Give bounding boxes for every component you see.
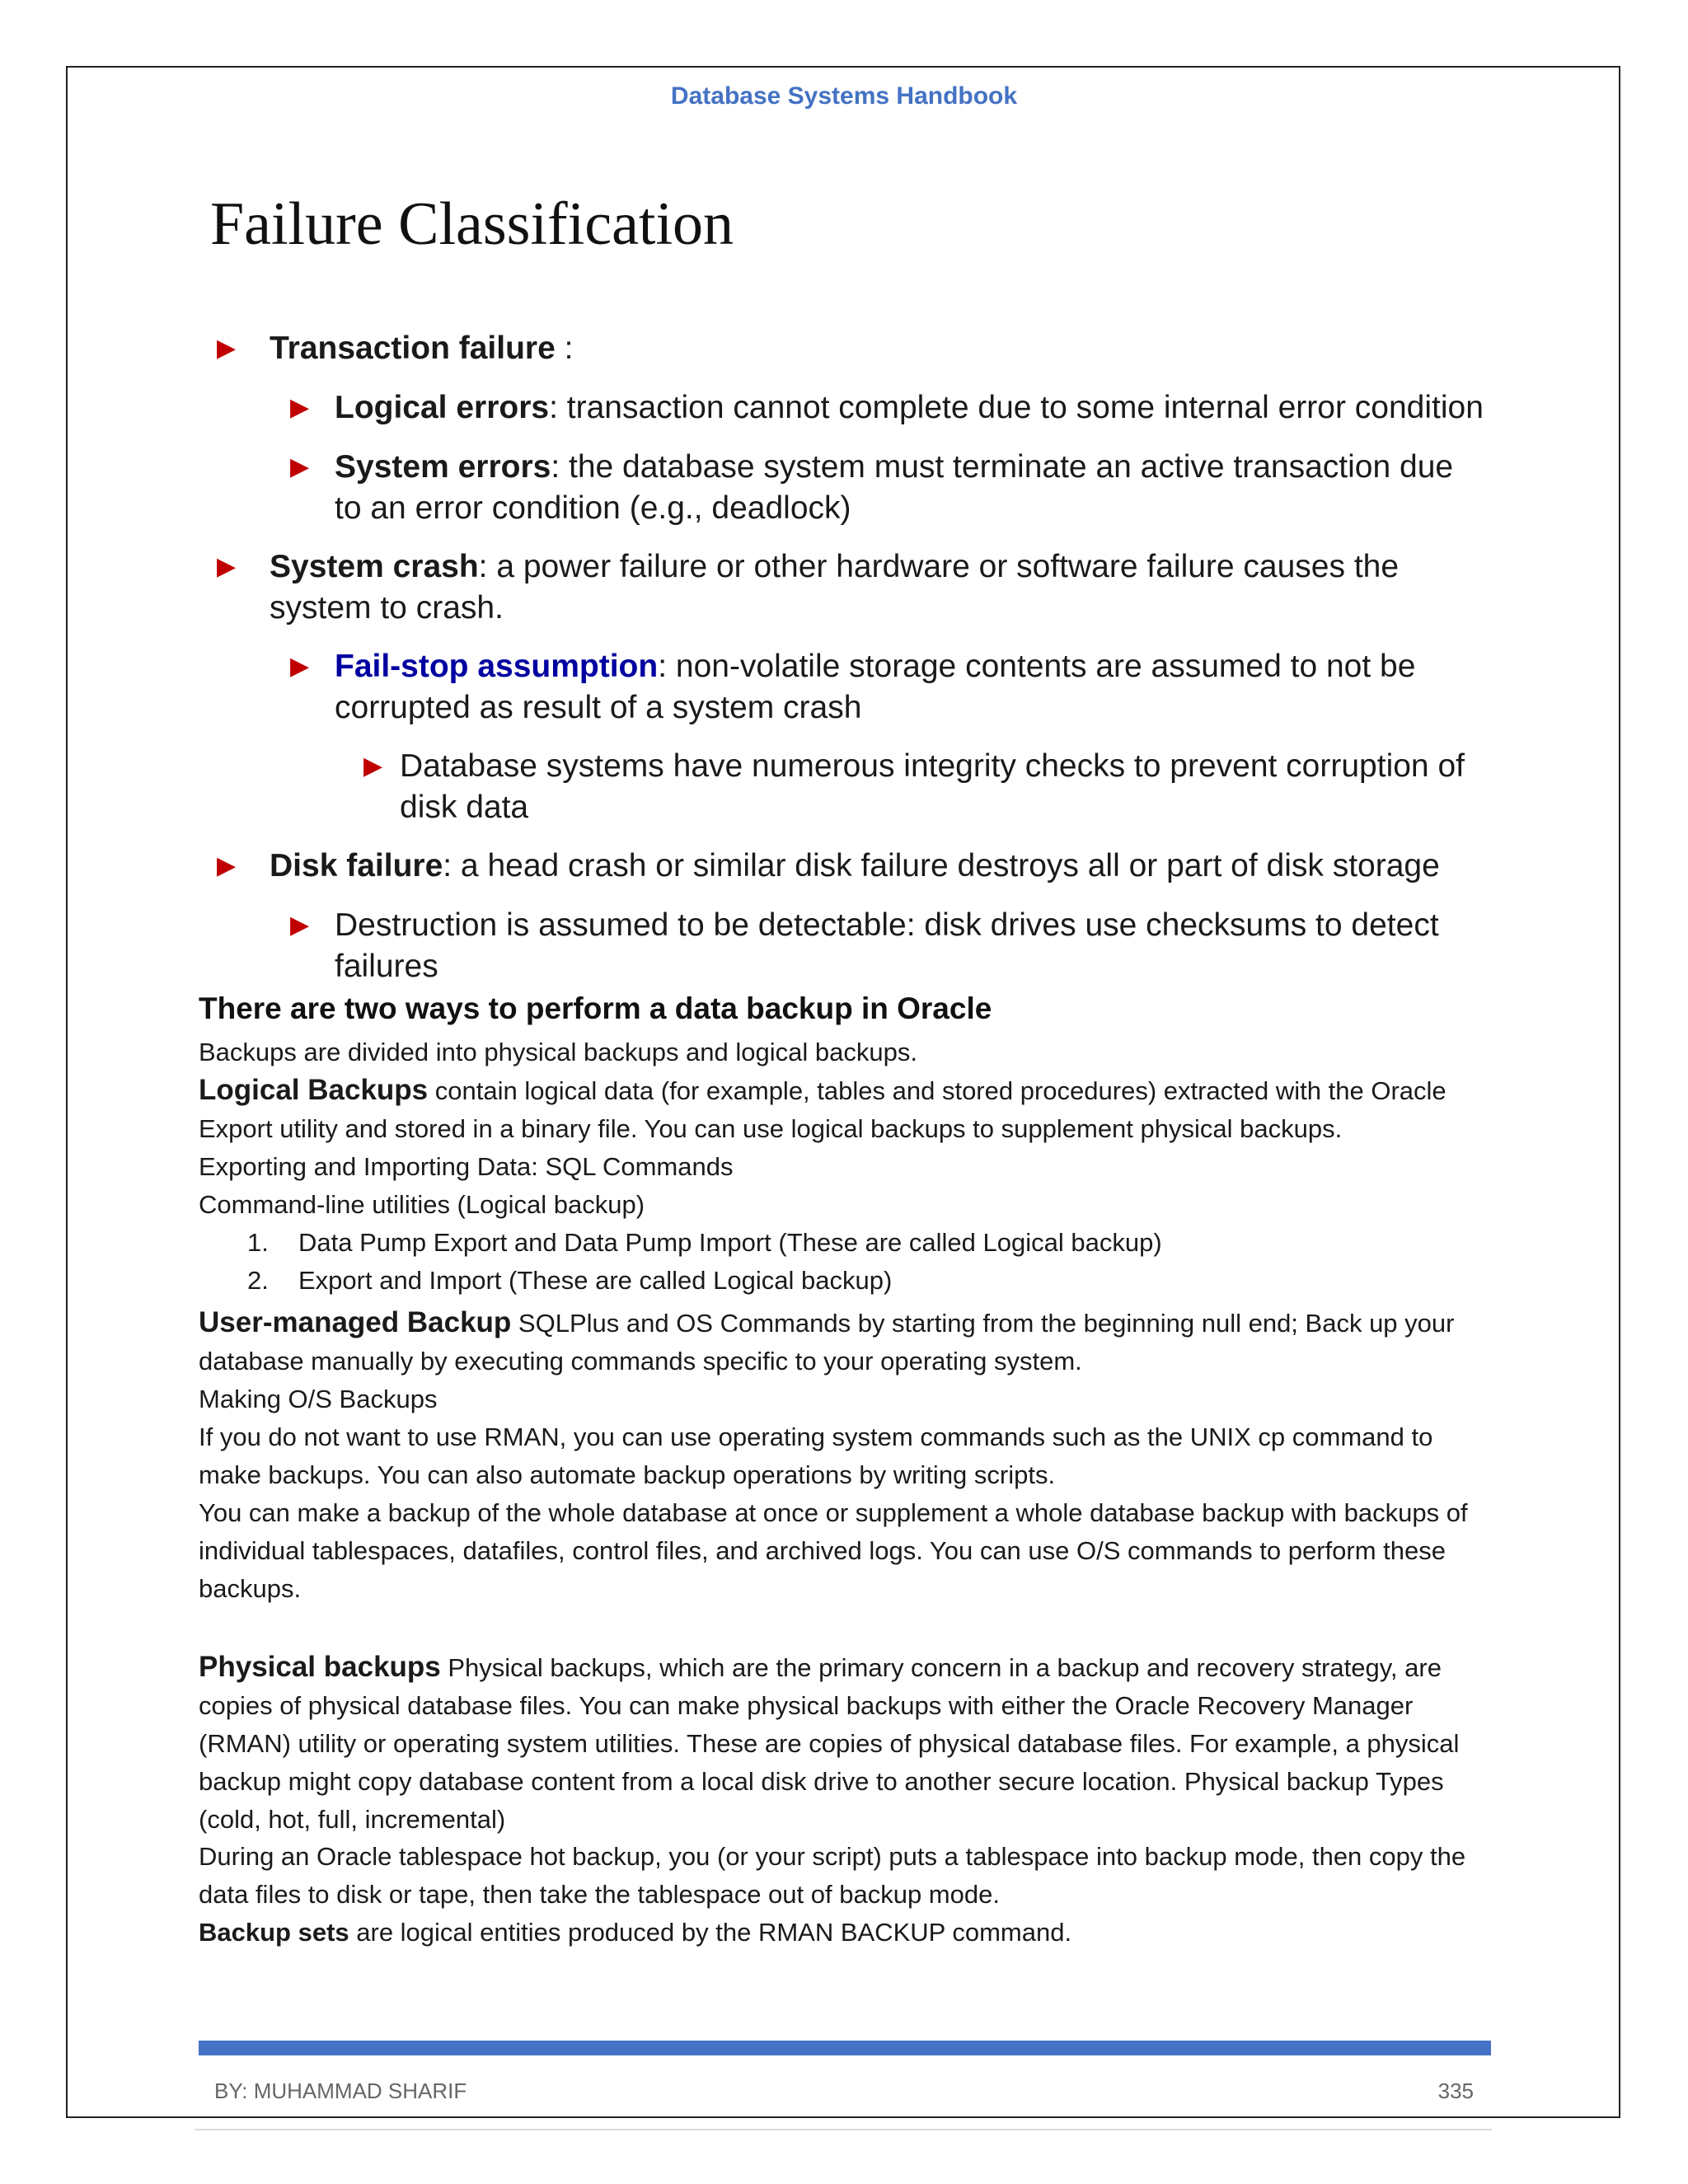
bullet-text: Database systems have numerous integrity checks to prevent corruption of disk data (400, 748, 1465, 825)
triangle-bullet-icon: ▶ (217, 335, 237, 362)
backup-sets-paragraph (199, 1914, 1501, 1952)
paragraph-text: Physical backups, which are the primary concern in a backup and recovery strategy, are copies of physical database files. You can make physical backups with either the Oracle Recovery Manager (RMAN) utility or operating system utilities. These are copies of physical database files. For example, a physical backup might copy database content from a local disk drive to another secure location. Physical backup Types (cold, hot, full, incremental) (199, 1653, 1460, 1834)
slide-bullet (290, 905, 1489, 987)
slide-bullet (217, 546, 1489, 629)
term-user-managed-backup: User-managed Backup (199, 1306, 512, 1338)
slide-title: Failure Classification (210, 190, 734, 258)
slide-bullet (217, 328, 1489, 369)
footer-author: BY: MUHAMMAD SHARIF (214, 2079, 467, 2103)
making-os-backups-line: Making O/S Backups (199, 1385, 438, 1413)
exporting-line: Exporting and Importing Data: SQL Commands (199, 1152, 734, 1181)
bullet-text: : the database system must terminate an active transaction due to an error condition (e.g., deadlock) (335, 449, 1454, 526)
bullet-text: : non-volatile storage contents are assumed to not be corrupted as result of a system crash (335, 649, 1416, 725)
slide-bullet (290, 646, 1489, 729)
slide-bullet (217, 846, 1489, 887)
bullet-term: Transaction failure (270, 330, 556, 366)
bullet-term: Fail-stop assumption (335, 649, 659, 684)
paragraph-text: are logical entities produced by the RMAN BACKUP command. (349, 1918, 1072, 1947)
triangle-bullet-icon: ▶ (290, 912, 310, 939)
list-text: Export and Import (These are called Logical backup) (298, 1266, 893, 1295)
list-number: 1. (247, 1228, 269, 1257)
logical-backups-paragraph (199, 1071, 1501, 1148)
bullet-term: Logical errors (335, 390, 550, 425)
term-backup-sets: Backup sets (199, 1918, 349, 1947)
page-number: 335 (1437, 2079, 1474, 2103)
triangle-bullet-icon: ▶ (290, 653, 310, 680)
section-heading: There are two ways to perform a data backup in Oracle (199, 991, 992, 1025)
slide-bullet (290, 387, 1489, 429)
term-logical-backups: Logical Backups (199, 1074, 429, 1106)
bullet-term: Disk failure (270, 848, 443, 883)
triangle-bullet-icon: ▶ (290, 394, 310, 421)
bullet-term: System errors (335, 449, 551, 485)
user-managed-backup-paragraph (199, 1304, 1501, 1380)
paragraph-text: SQLPlus and OS Commands by starting from the beginning null end; Back up your database manually by executing commands specific to your operating system. (199, 1309, 1455, 1376)
bullet-text: : transaction cannot complete due to some internal error condition (549, 390, 1484, 425)
triangle-bullet-icon: ▶ (217, 852, 237, 879)
triangle-bullet-icon: ▶ (363, 752, 383, 780)
triangle-bullet-icon: ▶ (217, 553, 237, 580)
term-physical-backups: Physical backups (199, 1651, 441, 1683)
whole-database-paragraph: You can make a backup of the whole database at once or supplement a whole database backup with backups of individual tablespaces, datafiles, control files, and archived logs. You can use O/S commands to perform these backups. (199, 1498, 1468, 1603)
bullet-text: Destruction is assumed to be detectable: disk drives use checksums to detect failures (335, 907, 1439, 984)
command-line-utilities-line: Command-line utilities (Logical backup) (199, 1190, 645, 1219)
slide-bullet (363, 746, 1488, 828)
list-number: 2. (247, 1266, 269, 1295)
slide-bullet (290, 447, 1489, 529)
list-text: Data Pump Export and Data Pump Import (These are called Logical backup) (298, 1228, 1162, 1257)
intro-paragraph: Backups are divided into physical backups and logical backups. (199, 1038, 917, 1066)
bullet-term: System crash (270, 549, 479, 584)
bottom-divider (195, 2129, 1492, 2130)
paragraph-text: contain logical data (for example, tables and stored procedures) extracted with the Oracle Export utility and stored in a binary file. You can use logical backups to supplement physical backups. (199, 1076, 1447, 1143)
rman-paragraph: If you do not want to use RMAN, you can use operating system commands such as the UNIX cp command to make backups. You can also automate backup operations by writing scripts. (199, 1422, 1433, 1489)
bullet-text: : a power failure or other hardware or software failure causes the system to crash. (270, 549, 1400, 626)
physical-backups-paragraph (199, 1648, 1501, 1839)
running-header: Database Systems Handbook (670, 82, 1018, 110)
bullet-text: : a head crash or similar disk failure destroys all or part of disk storage (443, 848, 1440, 883)
bullet-text: : (555, 330, 574, 366)
footer-bar (199, 2041, 1491, 2055)
hot-backup-paragraph: During an Oracle tablespace hot backup, you (or your script) puts a tablespace into backup mode, then copy the data files to disk or tape, then take the tablespace out of backup mode. (199, 1842, 1466, 1909)
triangle-bullet-icon: ▶ (290, 453, 310, 480)
